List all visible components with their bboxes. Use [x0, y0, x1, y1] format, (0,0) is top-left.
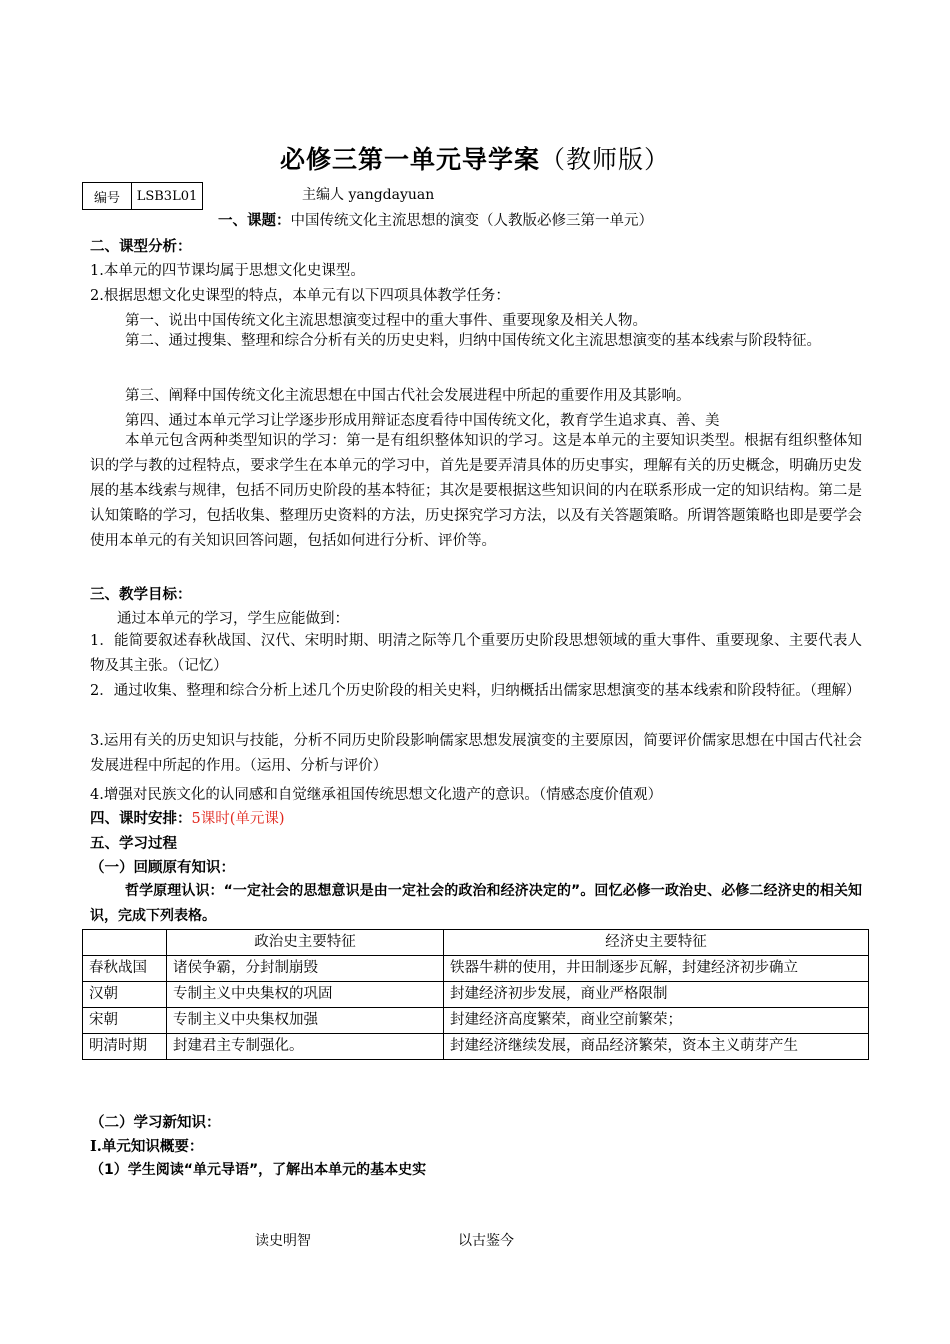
section2-item-2: 2.根据思想文化史课型的特点，本单元有以下四项具体教学任务：: [90, 288, 510, 304]
principle-paragraph: 哲学原理认识：“一定社会的思想意识是由一定社会的政治和经济决定的”。回忆必修一政治史、必修二经济史的相关知识，完成下列表格。: [90, 883, 862, 924]
table-cell-politics: 专制主义中央集权加强: [167, 1008, 444, 1034]
table-row: [83, 956, 869, 982]
table-row: [83, 1034, 869, 1060]
goal-2: 2．通过收集、整理和综合分析上述几个历史阶段的相关史料，归纳概括出儒家思想演变的基本线索和阶段特征。（理解）: [90, 683, 861, 699]
table-cell-period: 宋朝: [83, 1008, 167, 1034]
section4-value: 5课时(单元课): [191, 811, 285, 827]
document-title: [0, 140, 950, 176]
section2-heading: 二、课型分析：: [90, 238, 192, 255]
new-knowledge-heading: （二）学习新知识：: [90, 1114, 221, 1131]
table-row: [83, 1008, 869, 1034]
table-header-economy: 经济史主要特征: [444, 930, 869, 956]
section4-line: [90, 807, 285, 828]
table-row: [83, 982, 869, 1008]
task-3: 第三、阐释中国传统文化主流思想在中国古代社会发展进程中所起的重要作用及其影响。: [125, 388, 691, 404]
table-header-politics: 政治史主要特征: [167, 930, 444, 956]
section3-heading: 三、教学目标：: [90, 586, 192, 603]
document-id-value: LSB3L01: [136, 188, 198, 204]
table-cell-period: 明清时期: [83, 1034, 167, 1060]
review-heading: （一）回顾原有知识：: [90, 859, 235, 876]
table-cell-politics: 诸侯争霸，分封制崩毁: [167, 956, 444, 982]
table-header-row: [83, 930, 869, 956]
table-cell-politics: 专制主义中央集权的巩固: [167, 982, 444, 1008]
table-cell-economy: 铁器牛耕的使用，井田制逐步瓦解，封建经济初步确立: [444, 956, 869, 982]
document-id-box: [82, 182, 203, 210]
topic-text: 中国传统文化主流思想的演变（人教版必修三第一单元）: [290, 213, 653, 229]
table-cell-period: 汉朝: [83, 982, 167, 1008]
section5-heading: 五、学习过程: [90, 835, 177, 852]
document-id-label: 编号: [83, 183, 132, 209]
editor-line: 主编人 yangdayuan: [302, 187, 435, 203]
task-2: 第二、通过搜集、整理和综合分析有关的历史史料，归纳中国传统文化主流思想演变的基本线索与阶段特征。: [125, 333, 821, 349]
section2-summary: 本单元包含两种类型知识的学习：第一是有组织整体知识的学习。这是本单元的主要知识类型。根据有组织整体知识的学与教的过程特点，要求学生在本单元的学习中，首先是要弄清具体的历史事实，理解有关的历史概念，明确历史发展的基本线索与规律，包括不同历史阶段的基本特征；其次是要根据这些知识间的内在联系形成一定的知识结构。第二是认知策略的学习，包括收集、整理历史资料的方法，历史探究学习方法，以及有关答题策略。所谓答题策略也即是要学会使用本单元的有关知识回答问题，包括如何进行分析、评价等。: [90, 433, 862, 549]
task-1: 第一、说出中国传统文化主流思想演变过程中的重大事件、重要现象及相关人物。: [125, 313, 647, 329]
goal-4: 4.增强对民族文化的认同感和自觉继承祖国传统思想文化遗产的意识。（情感态度价值观）: [90, 787, 663, 803]
title-edition: （教师版）: [540, 145, 671, 174]
unit-overview-heading: Ⅰ.单元知识概要：: [90, 1138, 204, 1155]
history-table: [82, 929, 869, 1060]
section3-intro: 通过本单元的学习，学生应能做到：: [117, 611, 349, 627]
table-header-blank: [83, 930, 167, 956]
table-cell-economy: 封建经济继续发展，商品经济繁荣，资本主义萌芽产生: [444, 1034, 869, 1060]
footer-left: 读史明智: [255, 1233, 311, 1249]
section4-heading: 四、课时安排：: [90, 810, 192, 827]
footer-right: 以古鉴今: [458, 1233, 514, 1249]
table-cell-economy: 封建经济初步发展，商业严格限制: [444, 982, 869, 1008]
section2-item-1: 1.本单元的四节课均属于思想文化史课型。: [90, 263, 365, 279]
goal-1: 1．能简要叙述春秋战国、汉代、宋明时期、明清之际等几个重要历史阶段思想领域的重大事件、重要现象、主要代表人物及其主张。（记忆）: [90, 633, 862, 674]
table-cell-politics: 封建君主专制强化。: [167, 1034, 444, 1060]
title-main: 必修三第一单元导学案: [279, 145, 540, 174]
goal-3: 3.运用有关的历史知识与技能，分析不同历史阶段影响儒家思想发展演变的主要原因，简要评价儒家思想在中国古代社会发展进程中所起的作用。（运用、分析与评价）: [90, 733, 862, 774]
table-cell-economy: 封建经济高度繁荣，商业空前繁荣；: [444, 1008, 869, 1034]
topic-label: 一、课题：: [218, 212, 291, 229]
table-cell-period: 春秋战国: [83, 956, 167, 982]
step-1: （1）学生阅读“单元导语”，了解出本单元的基本史实: [90, 1162, 427, 1178]
task-4: 第四、通过本单元学习让学逐步形成用辩证态度看待中国传统文化，教育学生追求真、善、美: [125, 413, 720, 429]
topic-line: [218, 209, 653, 230]
